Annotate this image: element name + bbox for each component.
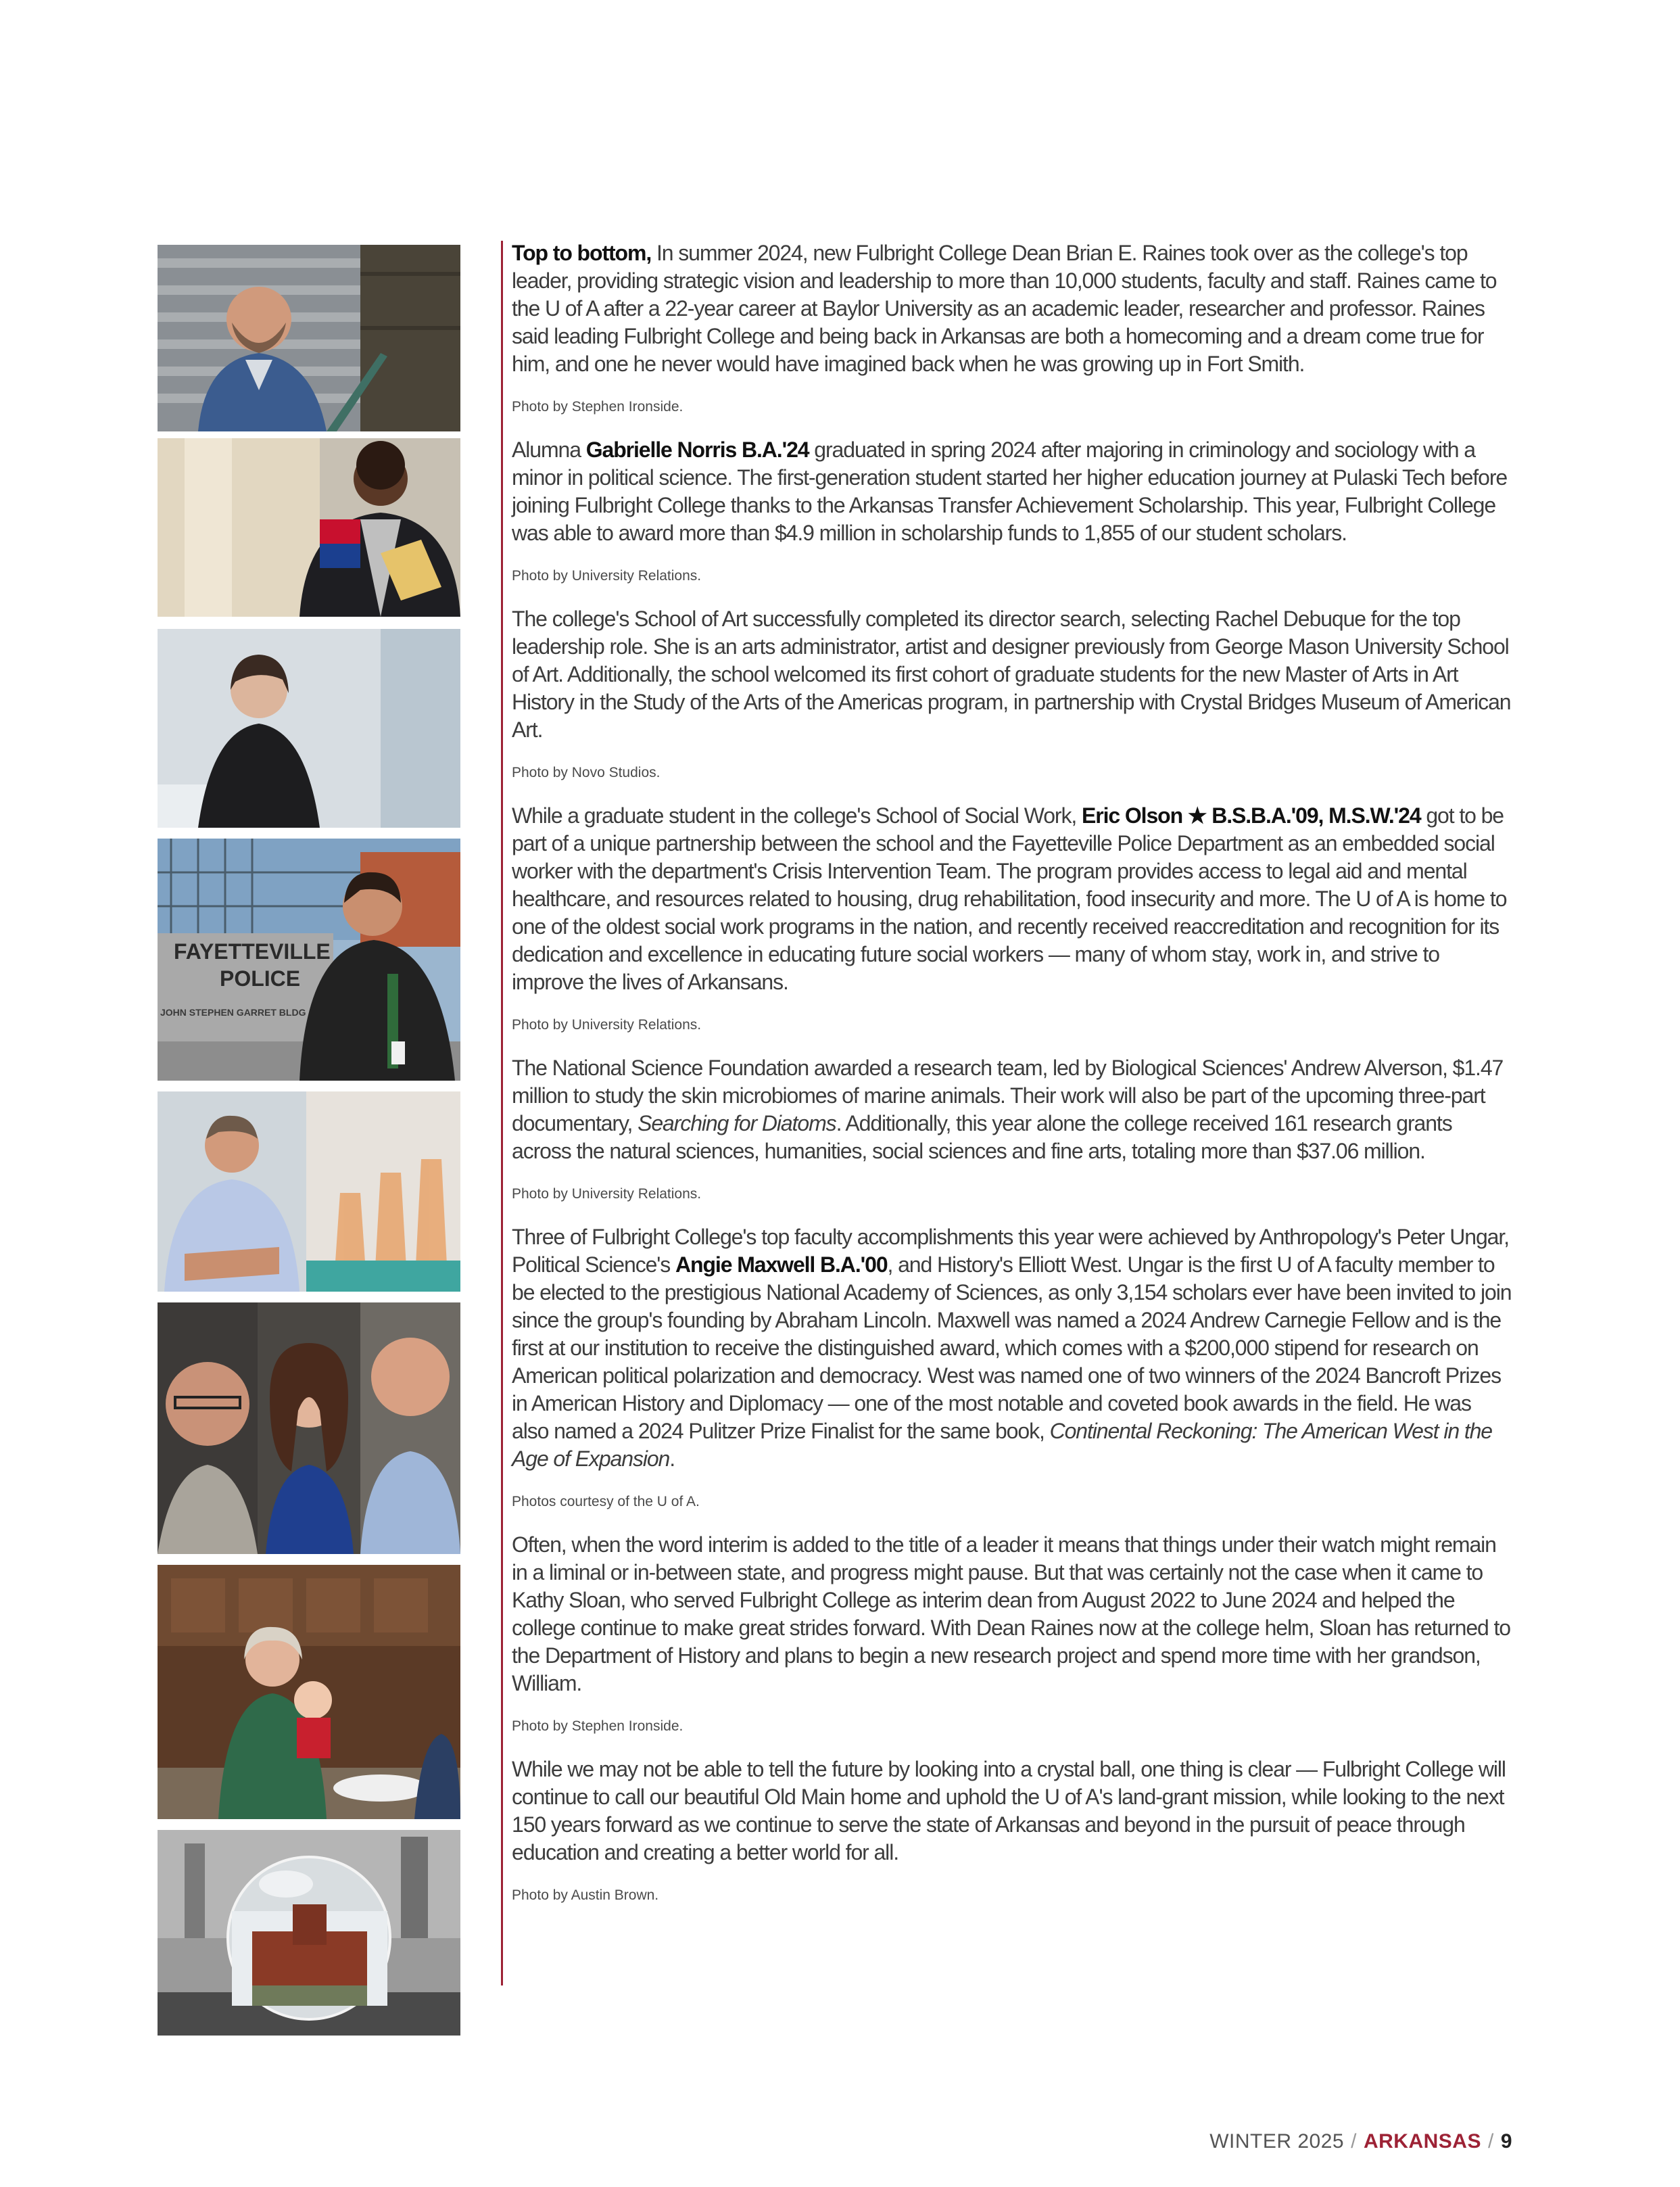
- photo-credit: Photo by University Relations.: [512, 568, 702, 584]
- entry-name: Angie Maxwell B.A.'00: [675, 1252, 888, 1277]
- photo-credit: Photo by University Relations.: [512, 1186, 702, 1202]
- photo-gabrielle-norris: [158, 438, 460, 617]
- entry-body: [512, 1223, 1512, 1473]
- book-title: Continental Reckoning: The American West in the Age of Expansion: [512, 1419, 1493, 1471]
- entry-crystal-ball: [512, 1756, 1512, 1904]
- entry-text-pre: Three of Fulbright College's top faculty accomplishments this year were achieved by Anthropology's Peter Ungar, Political Science's: [512, 1225, 1509, 1277]
- photo-credit: Photo by University Relations.: [512, 1017, 702, 1033]
- vertical-accent-rule: [501, 241, 503, 1985]
- entry-eric-olson: [512, 802, 1512, 1034]
- entry-body: [512, 1531, 1512, 1697]
- entry-text: Often, when the word interim is added to the title of a leader it means that things under their watch might remain in a liminal or in-between state, and progress might pause. But that was certainly not the case when it came to Kathy Sloan, who served Fulbright College as interim dean from August 2022 to June 2024 and helped the college continue to make great strides forward. With Dean Raines now at the college helm, Sloan has returned to the Department of History and plans to begin a new research project and spend more time with her grandson, William.: [512, 1532, 1510, 1695]
- entry-text-pre: The National Science Foundation awarded a research team, led by Biological Sciences' Andrew Alverson, $1.47 million to study the skin microbiomes of marine animals. Their work will also be part of the upcoming three-part documentary,: [512, 1056, 1504, 1135]
- entry-text-end: .: [669, 1447, 675, 1471]
- entry-text: The college's School of Art successfully completed its director search, selecting Rachel Debuque for the top leadership role. She is an arts administrator, artist and designer previously from George Mason University School of Art. Additionally, the school welcomed its first cohort of graduate students for the new Master of Arts in Art History in the Study of the Arts of the Americas program, in partnership with Crystal Bridges Museum of American Art.: [512, 607, 1511, 742]
- photo-rachel-debuque: [158, 629, 460, 828]
- photo-kathy-sloan: [158, 1565, 460, 1819]
- entry-text-pre: While a graduate student in the college's School of Social Work,: [512, 803, 1082, 828]
- entry-nsf-grant: [512, 1054, 1512, 1203]
- entry-text: got to be part of a unique partnership between the school and the Fayetteville Police Department as an embedded social worker with the department's Crisis Intervention Team. The program provides access to legal aid and mental healthcare, and resources related to housing, drug rehabilitation, food insecurity and more. The U of A is home to one of the oldest social work programs in the nation, and recently received reaccreditation and recognition for its dedication and excellence in educating future social workers — many of whom stay, work in, and strive to improve the lives of Arkansans.: [512, 803, 1507, 994]
- photo-crystal-ball-old-main: [158, 1830, 460, 2036]
- photo-credit: Photo by Stephen Ironside.: [512, 1718, 683, 1734]
- entry-dean-raines: [512, 239, 1512, 416]
- footer-separator: /: [1351, 2130, 1357, 2153]
- entry-body: [512, 802, 1512, 996]
- photo-faculty-trio: [158, 1302, 460, 1554]
- entry-text: In summer 2024, new Fulbright College Dean Brian E. Raines took over as the college's top leader, providing strategic vision and leadership to more than 10,000 students, faculty and staff. Raines came to the U of A after a 22-year career at Baylor University as an academic leader, researcher and professor. Raines said leading Fulbright College and being back in Arkansas are both a homecoming and a dream come true for him, and one he never would have imagined back when he was growing up in Fort Smith.: [512, 241, 1497, 376]
- page-number: 9: [1500, 2130, 1512, 2153]
- entry-kathy-sloan: [512, 1531, 1512, 1735]
- entry-lead: Top to bottom,: [512, 241, 652, 265]
- photo-credit: Photo by Stephen Ironside.: [512, 399, 683, 415]
- page-footer: [1209, 2130, 1512, 2153]
- entry-text: , and History's Elliott West. Ungar is the first U of A faculty member to be elected to the prestigious National Academy of Sciences, as only 3,154 scholars ever have been invited to join since the group's founding by Abraham Lincoln. Maxwell was named a 2024 Andrew Carnegie Fellow and is the first at our institution to receive the distinguished award, which comes with a $200,000 stipend for research on American political polarization and democracy. West was named one of two winners of the 2024 Bancroft Prizes in American History and Diplomacy — one of the most notable and coveted book awards in the field. He was also named a 2024 Pulitzer Prize Finalist for the same book,: [512, 1252, 1512, 1443]
- magazine-name: ARKANSAS: [1363, 2130, 1481, 2153]
- entry-text: graduated in spring 2024 after majoring in criminology and sociology with a minor in political science. The first-generation student started her higher education journey at Pulaski Tech before joining Fulbright College thanks to the Arkansas Transfer Achievement Scholarship. This year, Fulbright College was able to award more than $4.9 million in scholarship funds to 1,855 of our student scholars.: [512, 438, 1508, 545]
- entry-text-pre: Alumna: [512, 438, 586, 462]
- photo-credit: Photo by Austin Brown.: [512, 1887, 659, 1903]
- photo-andrew-alverson: [158, 1091, 460, 1292]
- entry-body: [512, 605, 1512, 744]
- photo-credit: Photo by Novo Studios.: [512, 765, 661, 780]
- entry-gabrielle-norris: [512, 436, 1512, 585]
- photo-credit: Photos courtesy of the U of A.: [512, 1494, 700, 1509]
- entry-body: [512, 239, 1512, 378]
- photo-eric-olson: [158, 839, 460, 1081]
- sign-text-building: JOHN STEPHEN GARRET BLDG: [160, 1007, 306, 1018]
- photo-dean-raines: [158, 245, 460, 431]
- entry-name: Eric Olson ★ B.S.B.A.'09, M.S.W.'24: [1081, 803, 1421, 828]
- entry-text: While we may not be able to tell the future by looking into a crystal ball, one thing is clear — Fulbright College will continue to call our beautiful Old Main home and uphold the U of A's land-grant mission, while looking to the next 150 years forward as we continue to serve the state of Arkansas and beyond in the pursuit of peace through education and creating a better world for all.: [512, 1757, 1506, 1864]
- entry-school-of-art: [512, 605, 1512, 782]
- sign-text-police: POLICE: [220, 966, 301, 991]
- entry-body: [512, 1054, 1512, 1165]
- entry-body: [512, 436, 1512, 547]
- entry-faculty-accomplishments: [512, 1223, 1512, 1511]
- text-column: [512, 239, 1512, 1925]
- entry-name: Gabrielle Norris B.A.'24: [585, 438, 809, 462]
- issue-label: WINTER 2025: [1209, 2130, 1345, 2153]
- documentary-title: Searching for Diatoms: [638, 1111, 836, 1135]
- entry-body: [512, 1756, 1512, 1866]
- sign-text-fayetteville: FAYETTEVILLE: [174, 939, 331, 964]
- footer-separator: /: [1487, 2130, 1494, 2153]
- entry-text: . Additionally, this year alone the college received 161 research grants across the natural sciences, humanities, social sciences and fine arts, totaling more than $37.06 million.: [512, 1111, 1452, 1163]
